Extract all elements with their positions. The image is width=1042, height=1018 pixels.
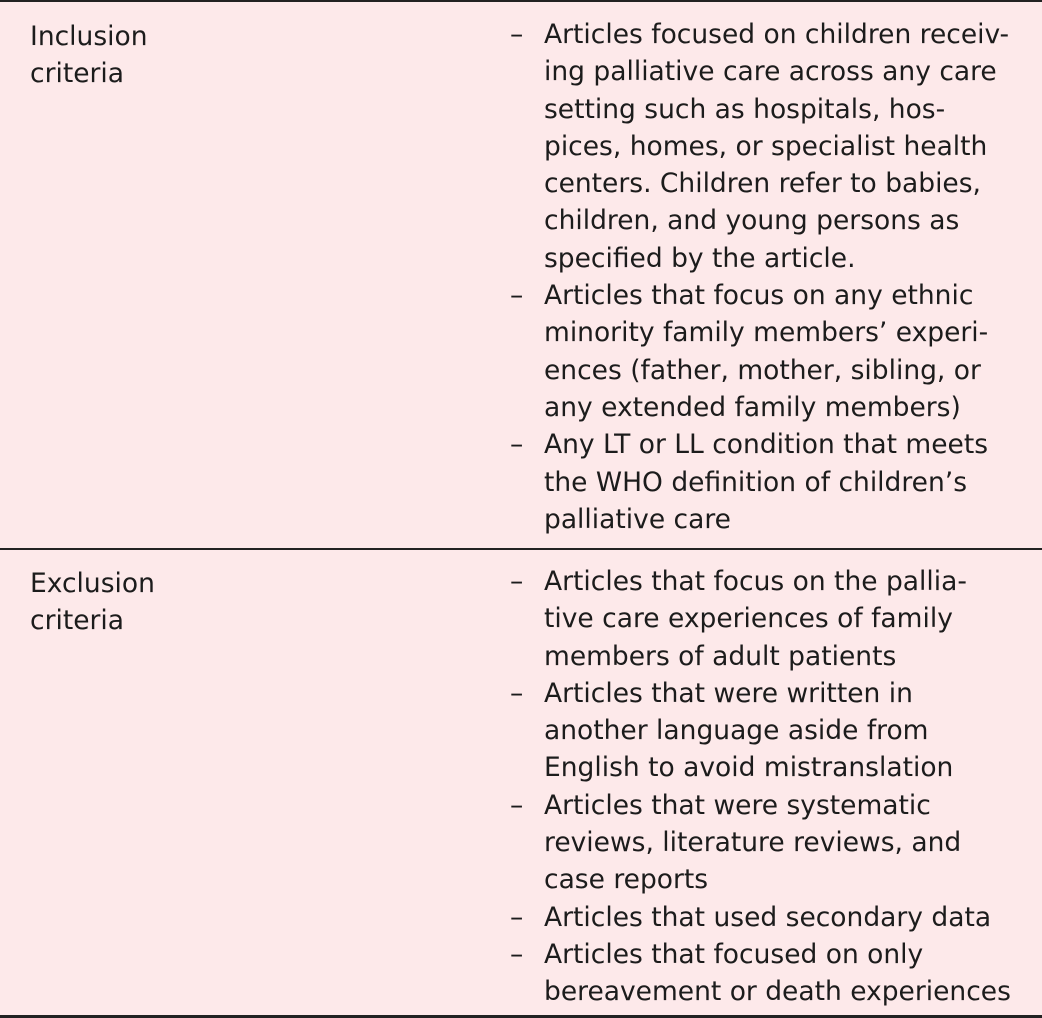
item-line: Articles that focus on any ethnic — [544, 280, 974, 312]
item-line: case reports — [544, 864, 709, 896]
item-line: reviews, literature reviews, and — [544, 827, 962, 859]
item-line: children, and young persons as — [544, 205, 960, 237]
item-line: tive care experiences of family — [544, 603, 953, 635]
exclusion-criteria-label — [30, 565, 155, 640]
list-item — [510, 426, 1030, 538]
list-item — [510, 936, 1030, 1011]
item-line: palliative care — [544, 503, 731, 535]
item-line: centers. Children refer to babies, — [544, 168, 981, 200]
bullet-dash: – — [510, 566, 524, 597]
item-line: bereavement or death experiences — [544, 976, 1011, 1008]
inclusion-criteria-label — [30, 18, 148, 93]
item-line: minority family members’ experi- — [544, 317, 989, 349]
item-line: Articles that were written in — [544, 677, 913, 709]
bullet-dash: – — [510, 901, 524, 933]
bottom-rule — [0, 1015, 1042, 1018]
list-item — [510, 563, 1030, 675]
item-line: pices, homes, or specialist health — [544, 130, 988, 162]
label-line: criteria — [30, 605, 125, 637]
list-item — [510, 899, 1030, 936]
list-item — [510, 787, 1030, 899]
item-line: Articles that focus on the pallia- — [544, 566, 967, 597]
item-line: Articles that were systematic — [544, 789, 931, 821]
bullet-dash: – — [510, 789, 524, 821]
item-line: English to avoid mistranslation — [544, 752, 954, 784]
item-line: setting such as hospitals, hos- — [544, 93, 946, 125]
item-line: Any LT or LL condition that meets — [544, 429, 989, 461]
bullet-dash: – — [510, 938, 524, 970]
row-divider — [0, 548, 1042, 550]
exclusion-criteria-list — [510, 563, 1030, 1011]
bullet-dash: – — [510, 429, 524, 461]
item-line: Articles that focused on only — [544, 938, 924, 970]
item-line: any extended family members) — [544, 391, 961, 423]
top-rule — [0, 0, 1042, 2]
list-item — [510, 277, 1030, 426]
item-line: another language aside from — [544, 715, 929, 747]
inclusion-criteria-list — [510, 16, 1030, 538]
label-line: Inclusion — [30, 21, 148, 52]
label-line: criteria — [30, 58, 125, 90]
bullet-dash: – — [510, 19, 524, 50]
item-line: Articles that used secondary data — [544, 901, 992, 933]
item-line: ences (father, mother, sibling, or — [544, 354, 981, 386]
bullet-dash: – — [510, 677, 524, 709]
item-line: specified by the article. — [544, 242, 856, 274]
list-item — [510, 675, 1030, 787]
item-line: members of adult patients — [544, 640, 897, 672]
item-line: the WHO definition of children’s — [544, 466, 968, 498]
list-item — [510, 16, 1030, 277]
label-line: Exclusion — [30, 568, 155, 599]
item-line: Articles focused on children receiv- — [544, 19, 1010, 50]
item-line: ing palliative care across any care — [544, 56, 997, 88]
bullet-dash: – — [510, 280, 524, 312]
